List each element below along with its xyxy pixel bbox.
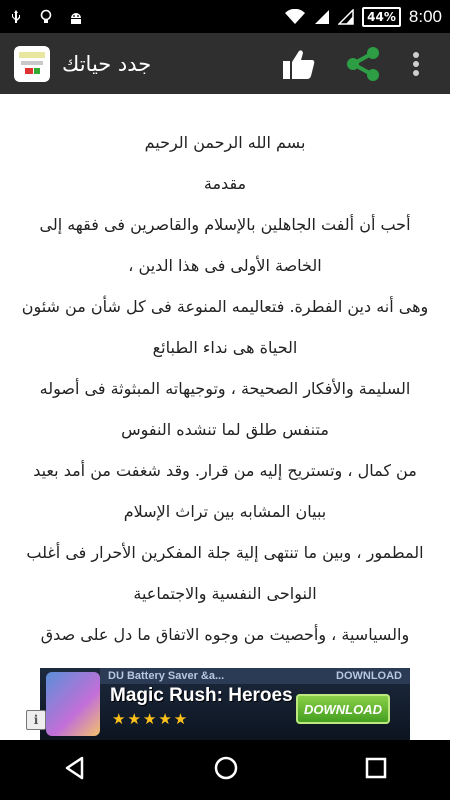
back-icon [62, 755, 88, 781]
article-line: الحياة هى نداء الطبائع [152, 338, 298, 357]
wifi-icon [284, 9, 306, 25]
home-icon [213, 755, 239, 781]
status-right-icons [284, 7, 442, 27]
article-line: بسم الله الرحمن الرحيم [144, 133, 306, 152]
article-line: مقدمة [203, 174, 247, 193]
recents-button[interactable] [364, 756, 388, 784]
app-bar [0, 33, 450, 94]
signal-icon [338, 9, 354, 25]
ad-download-button[interactable]: DOWNLOAD [296, 694, 390, 724]
battery-percent: 44% [367, 9, 396, 24]
app-bar-actions [272, 37, 436, 91]
app-logo [14, 46, 50, 82]
overflow-menu-icon [412, 51, 420, 77]
ad-title: Magic Rush: Heroes [110, 685, 293, 706]
ad-creative[interactable] [40, 668, 410, 740]
article-line: الخاصة الأولى فى هذا الدين ، [128, 256, 322, 275]
app-title: جدد حياتك [62, 51, 152, 76]
like-button[interactable] [272, 37, 326, 91]
share-icon [344, 45, 382, 83]
ad-rating-stars: ★★★★★ [112, 710, 190, 728]
battery-icon [362, 7, 401, 27]
article-line: من كمال ، وتستريح إليه من قرار. وقد شغفت من أمد بعيد [33, 461, 417, 480]
ad-info-icon[interactable]: i [26, 710, 46, 730]
article-line: السليمة والأفكار الصحيحة ، وتوجيهاته المبثوثة فى أصوله [39, 379, 411, 398]
article-content[interactable] [0, 94, 450, 668]
overflow-menu-button[interactable] [396, 37, 436, 91]
ad-game-image [46, 672, 100, 736]
back-button[interactable] [62, 755, 88, 785]
usb-icon [8, 9, 24, 25]
share-button[interactable] [336, 37, 390, 91]
article-line: أحب أن ألفت الجاهلين بالإسلام والقاصرين فى فقهه إلى [39, 215, 411, 234]
lightbulb-icon [38, 9, 54, 25]
like-icon [282, 48, 316, 80]
article-line: النواحى النفسية والاجتماعية [133, 584, 317, 603]
android-debug-icon [68, 9, 84, 25]
status-bar [0, 0, 450, 33]
ad-top-strip [100, 668, 410, 684]
ad-top-strip-text: DU Battery Saver &a... [108, 670, 225, 682]
navigation-bar [0, 740, 450, 800]
home-button[interactable] [213, 755, 239, 785]
status-left-icons [8, 9, 84, 25]
article-text [0, 94, 450, 655]
article-line: وهى أنه دين الفطرة. فتعاليمه المنوعة فى كل شأن من شئون [21, 297, 429, 316]
article-line: والسياسية ، وأحصيت من وجوه الاتفاق ما دل على صدق [40, 625, 410, 644]
recents-icon [364, 756, 388, 780]
article-line: ببيان المشابه بين تراث الإسلام [123, 502, 327, 521]
ad-banner[interactable] [0, 668, 450, 740]
ad-top-strip-download: DOWNLOAD [336, 670, 402, 682]
article-line: المطمور ، وبين ما تنتهى إلية جلة المفكرين الأحرار فى أغلب [26, 543, 424, 562]
clock: 8:00 [408, 6, 442, 26]
article-line: متنفس طلق لما تنشده النفوس [121, 420, 329, 439]
signal-icon [314, 9, 330, 25]
app-logo-icon [15, 47, 49, 81]
